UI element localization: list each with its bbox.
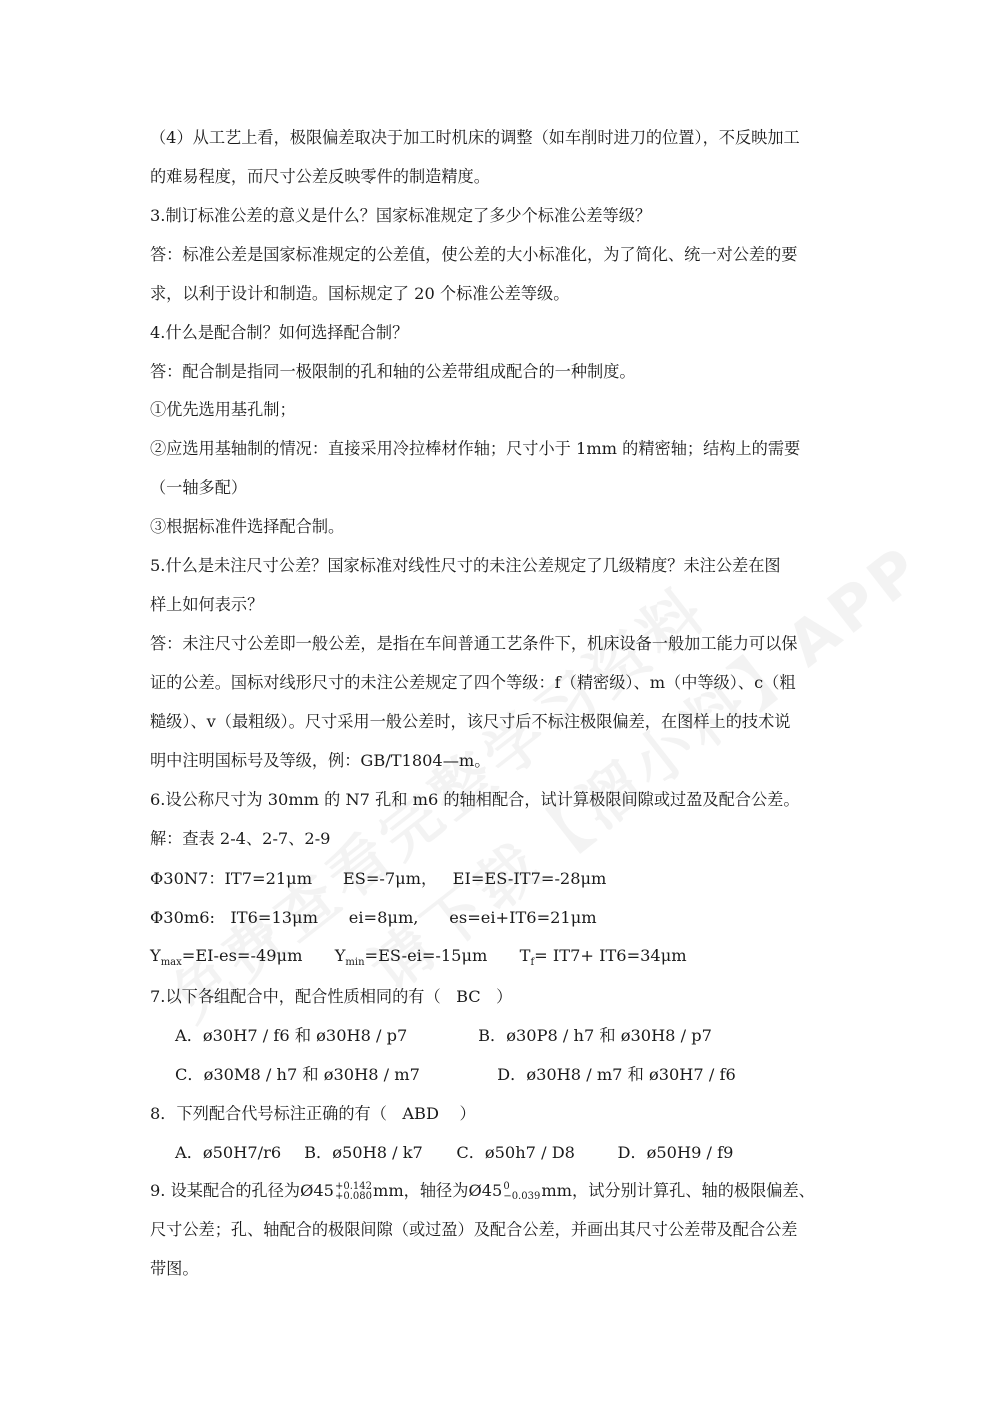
question-5: 5.什么是未注尺寸公差？国家标准对线性尺寸的未注公差规定了几级精度？未注公差在图 — [150, 556, 781, 575]
tf-value: = IT7+ IT6=34μm — [534, 946, 687, 965]
text-line: 证的公差。国标对线形尺寸的未注公差规定了四个等级：f（精密级）、m（中等级）、c（粗 — [150, 673, 796, 692]
answer-4: 答：配合制是指同一极限制的孔和轴的公差带组成配合的一种制度。 — [150, 362, 636, 381]
q8-option-c: C．ø50h7 / D8 — [456, 1143, 575, 1162]
question-7: 7.以下各组配合中，配合性质相同的有（ BC ） — [150, 987, 513, 1006]
shaft-tolerance — [503, 1182, 540, 1202]
hole-tolerance — [335, 1182, 372, 1202]
ymax-symbol: Y — [150, 946, 161, 965]
text-line: ③根据标准件选择配合制。 — [150, 517, 345, 536]
q8-options-row — [175, 1142, 875, 1164]
answer-5: 答：未注尺寸公差即一般公差，是指在车间普通工艺条件下，机床设备一般加工能力可以保 — [150, 634, 798, 653]
shaft-lower-deviation: −0.039 — [503, 1190, 541, 1202]
calc-hole: Φ30N7：IT7=21μm ES=-7μm， EI=ES-IT7=-28μm — [150, 869, 607, 888]
q7-option-a: A．ø30H7 / f6 和 ø30H8 / p7 — [175, 1026, 408, 1045]
q9-mid: mm，轴径为 — [372, 1181, 469, 1200]
q7-options-row-1 — [175, 1025, 875, 1047]
text-line: 糙级）、v（最粗级）。尺寸采用一般公差时，该尺寸后不标注极限偏差，在图样上的技术说 — [150, 712, 791, 731]
calc-shaft: Φ30m6: IT6=13μm ei=8μm, es=ei+IT6=21μm — [150, 908, 597, 927]
ymin-symbol: Y — [334, 946, 346, 965]
question-9 — [150, 1180, 850, 1202]
question-4: 4.什么是配合制？如何选择配合制？ — [150, 323, 409, 342]
shaft-upper-deviation: 0 — [503, 1180, 510, 1192]
shaft-nominal: Ø45 — [468, 1181, 503, 1200]
text-line: 尺寸公差；孔、轴配合的极限间隙（或过盈）及配合公差，并画出其尺寸公差带及配合公差 — [150, 1220, 798, 1239]
text-line: （4）从工艺上看，极限偏差取决于加工时机床的调整（如车削时进刀的位置），不反映加工 — [150, 128, 800, 147]
text-line: 求，以利于设计和制造。国标规定了 20 个标准公差等级。 — [150, 284, 570, 303]
tf-symbol: T — [519, 946, 531, 965]
question-6: 6.设公称尺寸为 30mm 的 N7 孔和 m6 的轴相配合，试计算极限间隙或过盈及配合公差。 — [150, 790, 800, 809]
question-3: 3.制订标准公差的意义是什么？国家标准规定了多少个标准公差等级？ — [150, 206, 652, 225]
hole-lower-deviation: +0.080 — [334, 1190, 372, 1202]
q8-option-b: B．ø50H8 / k7 — [304, 1143, 423, 1162]
text-line: ①优先选用基孔制； — [150, 400, 296, 419]
ymin-subscript: min — [345, 957, 365, 969]
q7-option-c: C．ø30M8 / h7 和 ø30H8 / m7 — [175, 1065, 420, 1084]
tf-subscript: f — [530, 957, 535, 969]
hole-upper-deviation: +0.142 — [334, 1180, 372, 1192]
q8-option-d: D．ø50H9 / f9 — [617, 1143, 734, 1162]
text-line: 带图。 — [150, 1259, 199, 1278]
text-line: （一轴多配） — [150, 478, 248, 497]
ymax-subscript: max — [160, 957, 182, 969]
text-line: ②应选用基轴制的情况：直接采用冷拉棒材作轴；尺寸小于 1mm 的精密轴；结构上的需要 — [150, 439, 801, 458]
text-line: 样上如何表示？ — [150, 595, 264, 614]
solution-6: 解：查表 2-4、2-7、2-9 — [150, 829, 331, 848]
ymin-value: =ES-ei=-15μm — [364, 946, 488, 965]
text-line: 的难易程度，而尺寸公差反映零件的制造精度。 — [150, 167, 490, 186]
q9-prefix: 9. 设某配合的孔径为 — [150, 1181, 301, 1200]
q8-option-a: A．ø50H7/r6 — [175, 1143, 282, 1162]
hole-nominal: Ø45 — [300, 1181, 334, 1200]
q7-option-b: B．ø30P8 / h7 和 ø30H8 / p7 — [478, 1026, 712, 1045]
answer-3: 答：标准公差是国家标准规定的公差值，使公差的大小标准化，为了简化、统一对公差的要 — [150, 245, 798, 264]
q7-option-d: D．ø30H8 / m7 和 ø30H7 / f6 — [497, 1065, 736, 1084]
q9-suffix: mm，试分别计算孔、轴的极限偏差、 — [541, 1181, 815, 1200]
question-8: 8．下列配合代号标注正确的有（ ABD ） — [150, 1104, 476, 1123]
text-line: 明中注明国标号及等级，例：GB/T1804—m。 — [150, 751, 491, 770]
calc-results — [150, 945, 850, 967]
ymax-value: =EI-es=-49μm — [181, 946, 303, 965]
q7-options-row-2 — [175, 1064, 875, 1086]
